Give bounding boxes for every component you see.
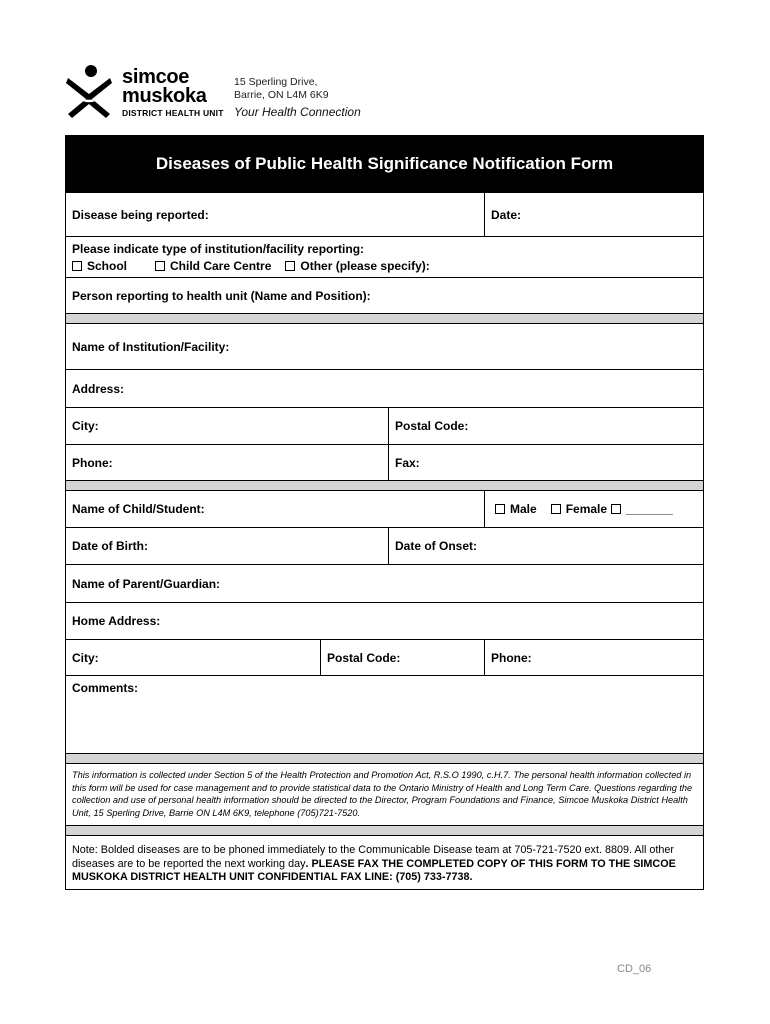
- phone-row: [66, 444, 703, 480]
- privacy-notice: This information is collected under Section 5 of the Health Protection and Promotion Act, R.S.O 1990, c.H.7. The personal health information collected in this form will be used for case management and to provide statistical data to the Ontario Ministry of Health and Long Term Care. Questions regarding the collection and use of personal health information should be directed to the Director, Program Foundations and Finance, Simcoe Muskoka District Health Unit, 15 Sperling Drive, Barrie ON L4M 6K9, telephone (705)721-7520.: [72, 770, 693, 818]
- city-field[interactable]: City:: [72, 419, 99, 433]
- home-address-field[interactable]: Home Address:: [72, 614, 161, 628]
- dob-field[interactable]: Date of Birth:: [72, 539, 148, 553]
- section-divider: [66, 825, 703, 835]
- comments-field[interactable]: Comments:: [72, 681, 139, 695]
- disease-field[interactable]: Disease being reported:: [72, 207, 209, 222]
- form-code: CD_06: [617, 963, 652, 975]
- reporting-note: Note: Bolded diseases are to be phoned immediately to the Communicable Disease team at 705-721-7520 ext. 8809. All other diseases are to be reported the next working day. PLEASE FAX THE COMPLETED COPY OF THIS FORM TO THE SIMCOE MUSKOKA DISTRICT HEALTH UNIT CONFIDENTIAL FAX LINE: (705) 733-7738.: [72, 844, 676, 883]
- person-reporting-field[interactable]: Person reporting to health unit (Name and Position):: [72, 288, 371, 303]
- letterhead: [64, 64, 364, 124]
- phone-field[interactable]: Phone:: [72, 455, 113, 470]
- notification-form: [65, 135, 704, 890]
- child-care-checkbox[interactable]: Child Care Centre: [155, 259, 271, 273]
- org-unit: DISTRICT HEALTH UNIT: [122, 108, 224, 118]
- address-row: [66, 369, 703, 407]
- institution-name-row: [66, 323, 703, 369]
- guardian-field[interactable]: Name of Parent/Guardian:: [72, 576, 221, 591]
- institution-type-label: Please indicate type of institution/facility reporting:: [72, 241, 365, 256]
- address-field[interactable]: Address:: [72, 381, 125, 396]
- dob-row: [66, 527, 703, 564]
- other-sex-checkbox[interactable]: _______: [611, 502, 673, 516]
- institution-type-row: [66, 236, 703, 277]
- school-checkbox[interactable]: School: [72, 259, 127, 273]
- child-name-row: [66, 490, 703, 527]
- section-divider: [66, 753, 703, 763]
- city-row: [66, 407, 703, 444]
- sex-options: [484, 491, 703, 527]
- home-address-row: [66, 602, 703, 639]
- guardian-row: [66, 564, 703, 602]
- female-checkbox[interactable]: Female: [551, 502, 607, 516]
- form-title: Diseases of Public Health Significance Notification Form: [66, 136, 703, 192]
- institution-name-field[interactable]: Name of Institution/Facility:: [72, 339, 230, 354]
- other-checkbox[interactable]: Other (please specify):: [285, 259, 429, 273]
- section-divider: [66, 480, 703, 490]
- org-tagline: Your Health Connection: [234, 105, 361, 119]
- person-reporting-row: [66, 277, 703, 313]
- fax-field[interactable]: Fax:: [388, 445, 703, 480]
- note-row: [66, 835, 703, 889]
- org-address: 15 Sperling Drive, Barrie, ON L4M 6K9: [234, 76, 329, 101]
- child-name-field[interactable]: Name of Child/Student:: [72, 502, 205, 516]
- onset-field[interactable]: Date of Onset:: [388, 528, 703, 564]
- male-checkbox[interactable]: Male: [495, 502, 537, 516]
- date-field[interactable]: Date:: [484, 193, 703, 236]
- disease-row: [66, 192, 703, 236]
- home-city-field[interactable]: City:: [72, 650, 99, 665]
- home-city-row: [66, 639, 703, 675]
- postal-code-field[interactable]: Postal Code:: [388, 408, 703, 444]
- section-divider: [66, 313, 703, 323]
- privacy-row: [66, 763, 703, 825]
- home-phone-field[interactable]: Phone:: [484, 640, 703, 675]
- health-unit-logo-icon: [64, 64, 114, 120]
- home-postal-field[interactable]: Postal Code:: [320, 640, 484, 675]
- org-name: simcoe muskoka: [122, 66, 207, 107]
- comments-row: [66, 675, 703, 753]
